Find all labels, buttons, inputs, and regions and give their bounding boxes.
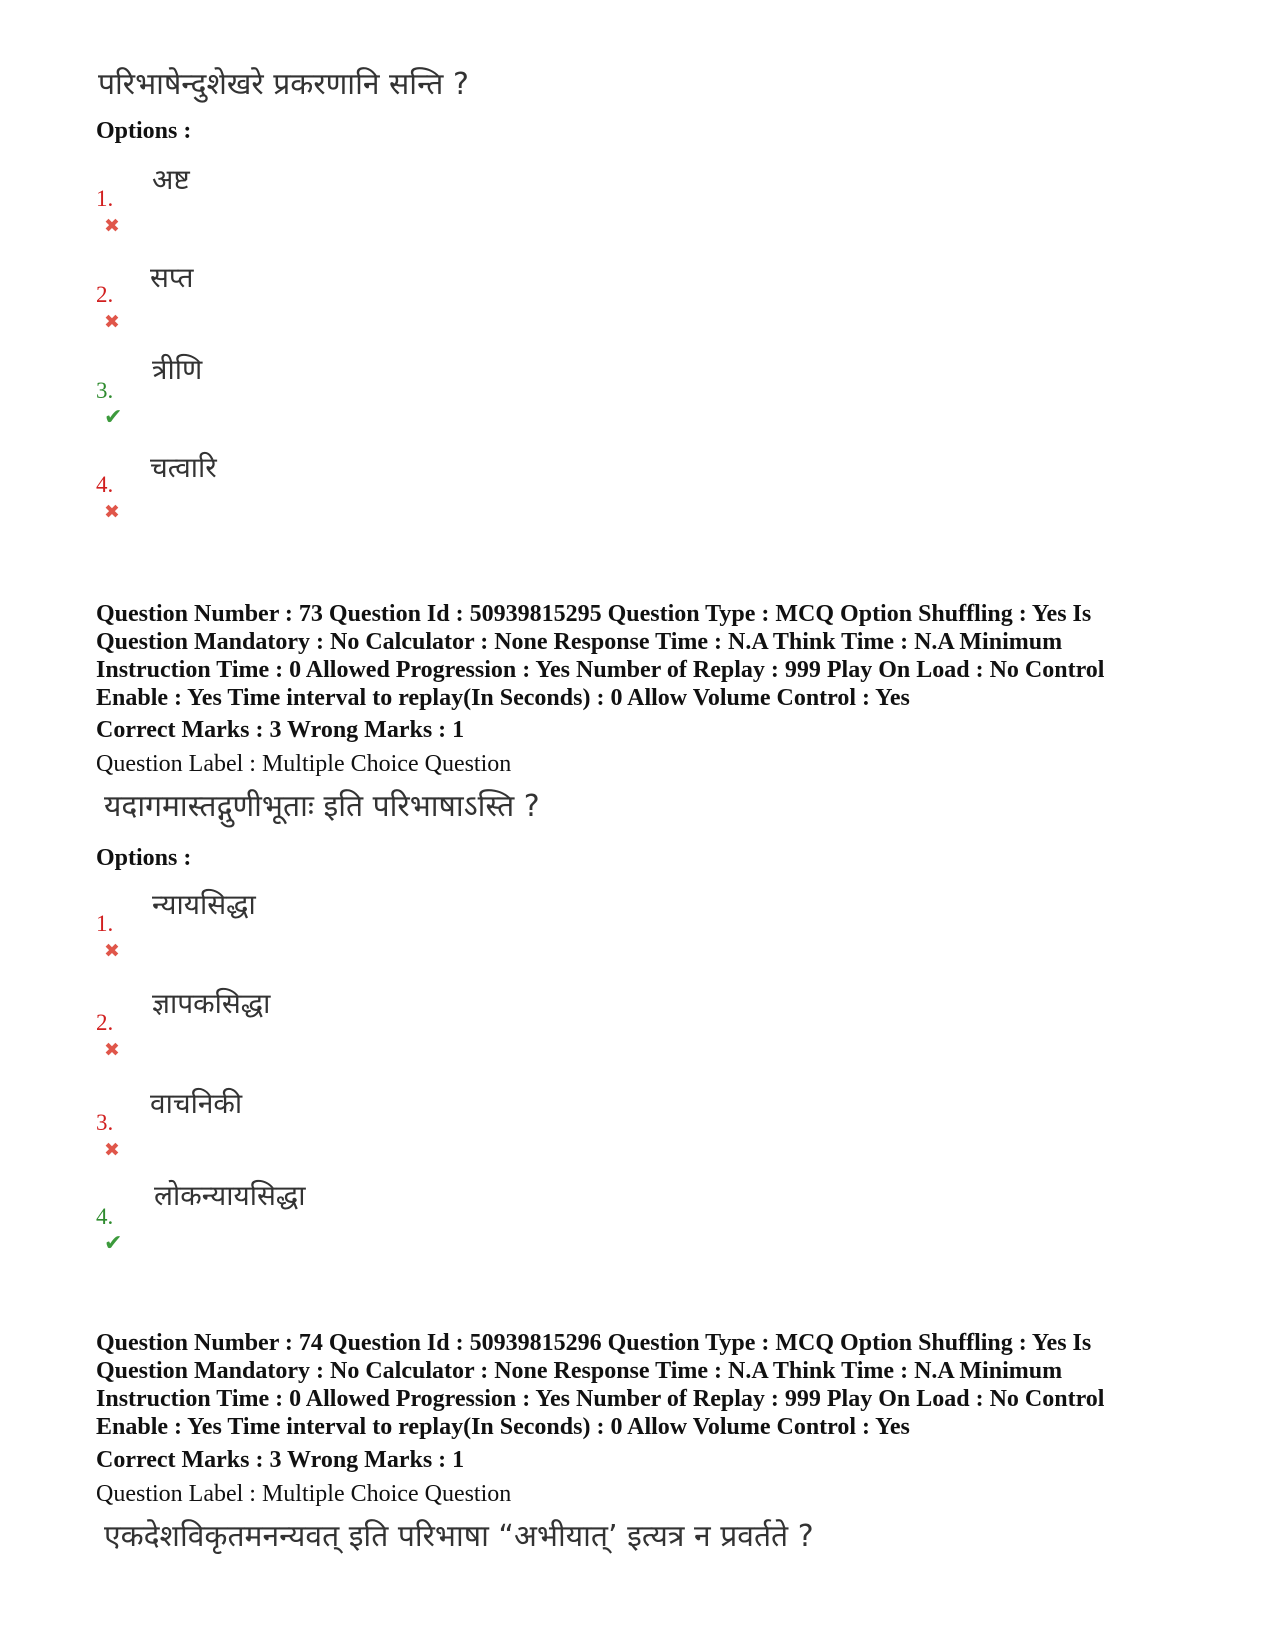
check-icon: ✔ bbox=[104, 405, 123, 430]
cross-icon: ✖ bbox=[104, 311, 120, 333]
option-text: ज्ञापकसिद्धा bbox=[152, 987, 271, 1020]
question-73-metadata bbox=[96, 600, 1196, 712]
option-number bbox=[96, 282, 120, 334]
option-text: सप्त bbox=[150, 261, 194, 294]
option-number-label: 2. bbox=[96, 1010, 114, 1035]
metadata-line: Question Number : 73 Question Id : 50939815295 Question Type : MCQ Option Shuffling : Yes Is bbox=[96, 601, 1092, 627]
question-74-metadata bbox=[96, 1329, 1196, 1441]
option-number bbox=[96, 378, 122, 430]
option-text: अष्ट bbox=[152, 163, 190, 196]
metadata-line: Enable : Yes Time interval to replay(In Seconds) : 0 Allow Volume Control : Yes bbox=[96, 1414, 910, 1440]
option-number-label: 3. bbox=[96, 378, 114, 403]
option-text: चत्वारि bbox=[150, 451, 217, 484]
question-label: Question Label : Multiple Choice Question bbox=[96, 751, 512, 777]
option-number-label: 4. bbox=[96, 472, 114, 497]
option-number-label: 1. bbox=[96, 911, 114, 936]
option-number bbox=[96, 186, 120, 238]
metadata-line: Question Number : 74 Question Id : 50939815296 Question Type : MCQ Option Shuffling : Yes Is bbox=[96, 1330, 1092, 1356]
question-label: Question Label : Multiple Choice Question bbox=[96, 1481, 512, 1507]
metadata-line: Question Mandatory : No Calculator : None Response Time : N.A Think Time : N.A Minimum bbox=[96, 1358, 1063, 1384]
option-text: वाचनिकी bbox=[150, 1087, 243, 1120]
option-text: न्यायसिद्धा bbox=[152, 888, 256, 921]
marks-line: Correct Marks : 3 Wrong Marks : 1 bbox=[96, 717, 465, 743]
metadata-line: Question Mandatory : No Calculator : None Response Time : N.A Think Time : N.A Minimum bbox=[96, 629, 1063, 655]
option-number bbox=[96, 1010, 120, 1062]
option-number-label: 2. bbox=[96, 282, 114, 307]
marks-line: Correct Marks : 3 Wrong Marks : 1 bbox=[96, 1447, 465, 1473]
metadata-line: Enable : Yes Time interval to replay(In Seconds) : 0 Allow Volume Control : Yes bbox=[96, 685, 910, 711]
option-number-label: 3. bbox=[96, 1110, 114, 1135]
option-text: त्रीणि bbox=[152, 353, 203, 386]
options-label: Options : bbox=[96, 845, 192, 871]
cross-icon: ✖ bbox=[104, 215, 120, 237]
metadata-line: Instruction Time : 0 Allowed Progression : Yes Number of Replay : 999 Play On Load : No Control bbox=[96, 1386, 1105, 1412]
cross-icon: ✖ bbox=[104, 940, 120, 962]
option-number bbox=[96, 911, 120, 963]
question-74-text: एकदेशविकृतमनन्यवत् इति परिभाषा “अभीयात्’ इत्यत्र न प्रवर्तते ? bbox=[104, 1519, 814, 1554]
option-number bbox=[96, 472, 120, 524]
check-icon: ✔ bbox=[104, 1231, 123, 1256]
option-number-label: 1. bbox=[96, 186, 114, 211]
question-73-text: यदागमास्तद्गुणीभूताः इति परिभाषाऽस्ति ? bbox=[104, 789, 540, 824]
option-text: लोकन्यायसिद्धा bbox=[154, 1179, 306, 1212]
cross-icon: ✖ bbox=[104, 501, 120, 523]
question-72-text: परिभाषेन्दुशेखरे प्रकरणानि सन्ति ? bbox=[98, 67, 469, 102]
option-number bbox=[96, 1204, 122, 1256]
option-number bbox=[96, 1110, 120, 1162]
cross-icon: ✖ bbox=[104, 1139, 120, 1161]
cross-icon: ✖ bbox=[104, 1039, 120, 1061]
option-number-label: 4. bbox=[96, 1204, 114, 1229]
metadata-line: Instruction Time : 0 Allowed Progression : Yes Number of Replay : 999 Play On Load : No Control bbox=[96, 657, 1105, 683]
options-label: Options : bbox=[96, 118, 192, 144]
